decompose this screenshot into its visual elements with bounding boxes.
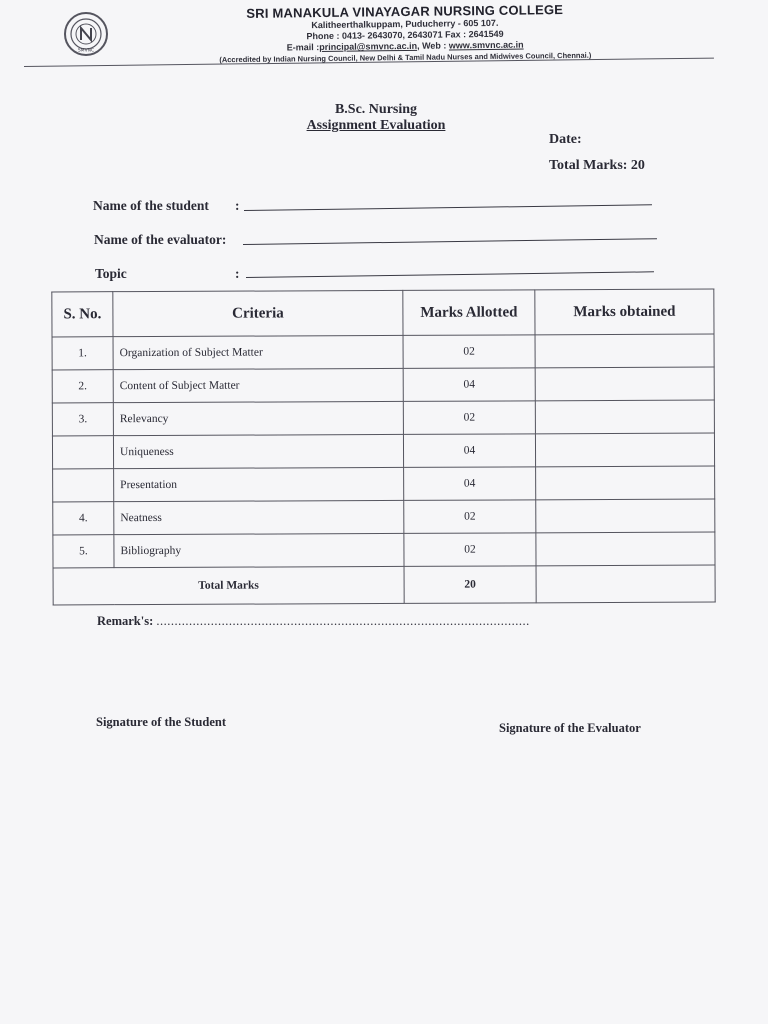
row-marks-allotted: 04 [403, 434, 535, 468]
student-name-label: Name of the student [93, 198, 209, 213]
total-marks-label: Total Marks: 20 [549, 158, 645, 173]
row-criteria: Content of Subject Matter [113, 368, 403, 402]
row-criteria: Presentation [114, 467, 404, 501]
college-phone: Phone : 0413- 2643070, 2643071 Fax : 2641549 [306, 28, 504, 42]
topic-label: Topic [95, 266, 127, 281]
row-marks-obtained-cell[interactable] [536, 532, 715, 566]
row-marks-allotted: 04 [403, 368, 535, 402]
row-sno [53, 469, 114, 502]
college-address: Kalitheerthalkuppam, Puducherry - 605 107. [311, 17, 499, 31]
college-logo-icon [64, 12, 108, 56]
header-marks-allotted: Marks Allotted [403, 290, 535, 336]
header-criteria: Criteria [113, 290, 403, 336]
college-name: SRI MANAKULA VINAYAGAR NURSING COLLEGE [246, 2, 564, 21]
row-criteria: Uniqueness [113, 434, 403, 468]
row-criteria: Relevancy [113, 401, 403, 435]
remarks-label: Remark's: [97, 614, 154, 628]
student-name-field[interactable] [244, 204, 652, 211]
row-marks-obtained-cell[interactable] [536, 466, 715, 500]
header-marks-obtained: Marks obtained [535, 289, 714, 335]
remarks-dotted-field: ....................................................................................................... [156, 614, 530, 628]
program-name: B.Sc. Nursing [334, 102, 418, 117]
row-sno: 5. [53, 535, 114, 568]
row-sno [52, 436, 113, 469]
evaluation-table [51, 289, 715, 606]
table-row [53, 499, 715, 535]
table-header-row [52, 289, 714, 337]
row-marks-obtained-cell[interactable] [536, 499, 715, 533]
student-name-colon: : [235, 198, 240, 213]
row-sno: 4. [53, 502, 114, 535]
letterhead [150, 1, 661, 65]
table-row [52, 433, 714, 469]
evaluator-signature-label: Signature of the Evaluator [499, 721, 641, 735]
table-row [52, 334, 714, 370]
total-marks-obtained-cell[interactable] [536, 565, 715, 603]
table-row [53, 466, 715, 502]
row-marks-obtained-cell[interactable] [535, 400, 714, 434]
web-label: , Web : [416, 40, 449, 51]
total-marks-allotted: 20 [404, 566, 536, 604]
evaluator-name-field[interactable] [243, 238, 657, 245]
row-sno: 2. [52, 370, 113, 403]
table-row [53, 532, 715, 568]
logo-text: SMVNC [77, 48, 95, 54]
row-criteria: Organization of Subject Matter [113, 335, 403, 369]
header-sno: S. No. [52, 292, 113, 337]
topic-field[interactable] [246, 271, 654, 278]
row-marks-obtained-cell[interactable] [535, 433, 714, 467]
row-sno: 3. [52, 403, 113, 436]
row-marks-allotted: 04 [404, 467, 536, 501]
row-marks-allotted: 02 [403, 335, 535, 369]
row-sno: 1. [52, 337, 113, 370]
topic-colon: : [235, 266, 240, 281]
row-criteria: Neatness [114, 500, 404, 534]
table-row [52, 400, 714, 436]
form-heading [288, 102, 464, 134]
row-marks-allotted: 02 [404, 533, 536, 567]
form-title: Assignment Evaluation [306, 118, 446, 133]
email-label: E-mail : [286, 42, 320, 53]
remarks-line[interactable] [97, 614, 530, 629]
row-marks-allotted: 02 [403, 401, 535, 435]
row-criteria: Bibliography [114, 533, 404, 567]
total-row [53, 565, 715, 605]
student-signature-label: Signature of the Student [96, 715, 226, 729]
accreditation-note: (Accredited by Indian Nursing Council, New Delhi & Tamil Nadu Nurses and Midwives Council, Chennai.) [219, 50, 592, 65]
table-row [52, 367, 714, 403]
row-marks-obtained-cell[interactable] [535, 334, 714, 368]
row-marks-allotted: 02 [404, 500, 536, 534]
date-label: Date: [549, 132, 582, 147]
total-marks-row-label: Total Marks [53, 566, 404, 605]
row-marks-obtained-cell[interactable] [535, 367, 714, 401]
website-link[interactable]: www.smvnc.ac.in [448, 39, 524, 51]
email-link[interactable]: principal@smvnc.ac.in [319, 40, 418, 53]
evaluator-name-label: Name of the evaluator: [94, 232, 227, 247]
